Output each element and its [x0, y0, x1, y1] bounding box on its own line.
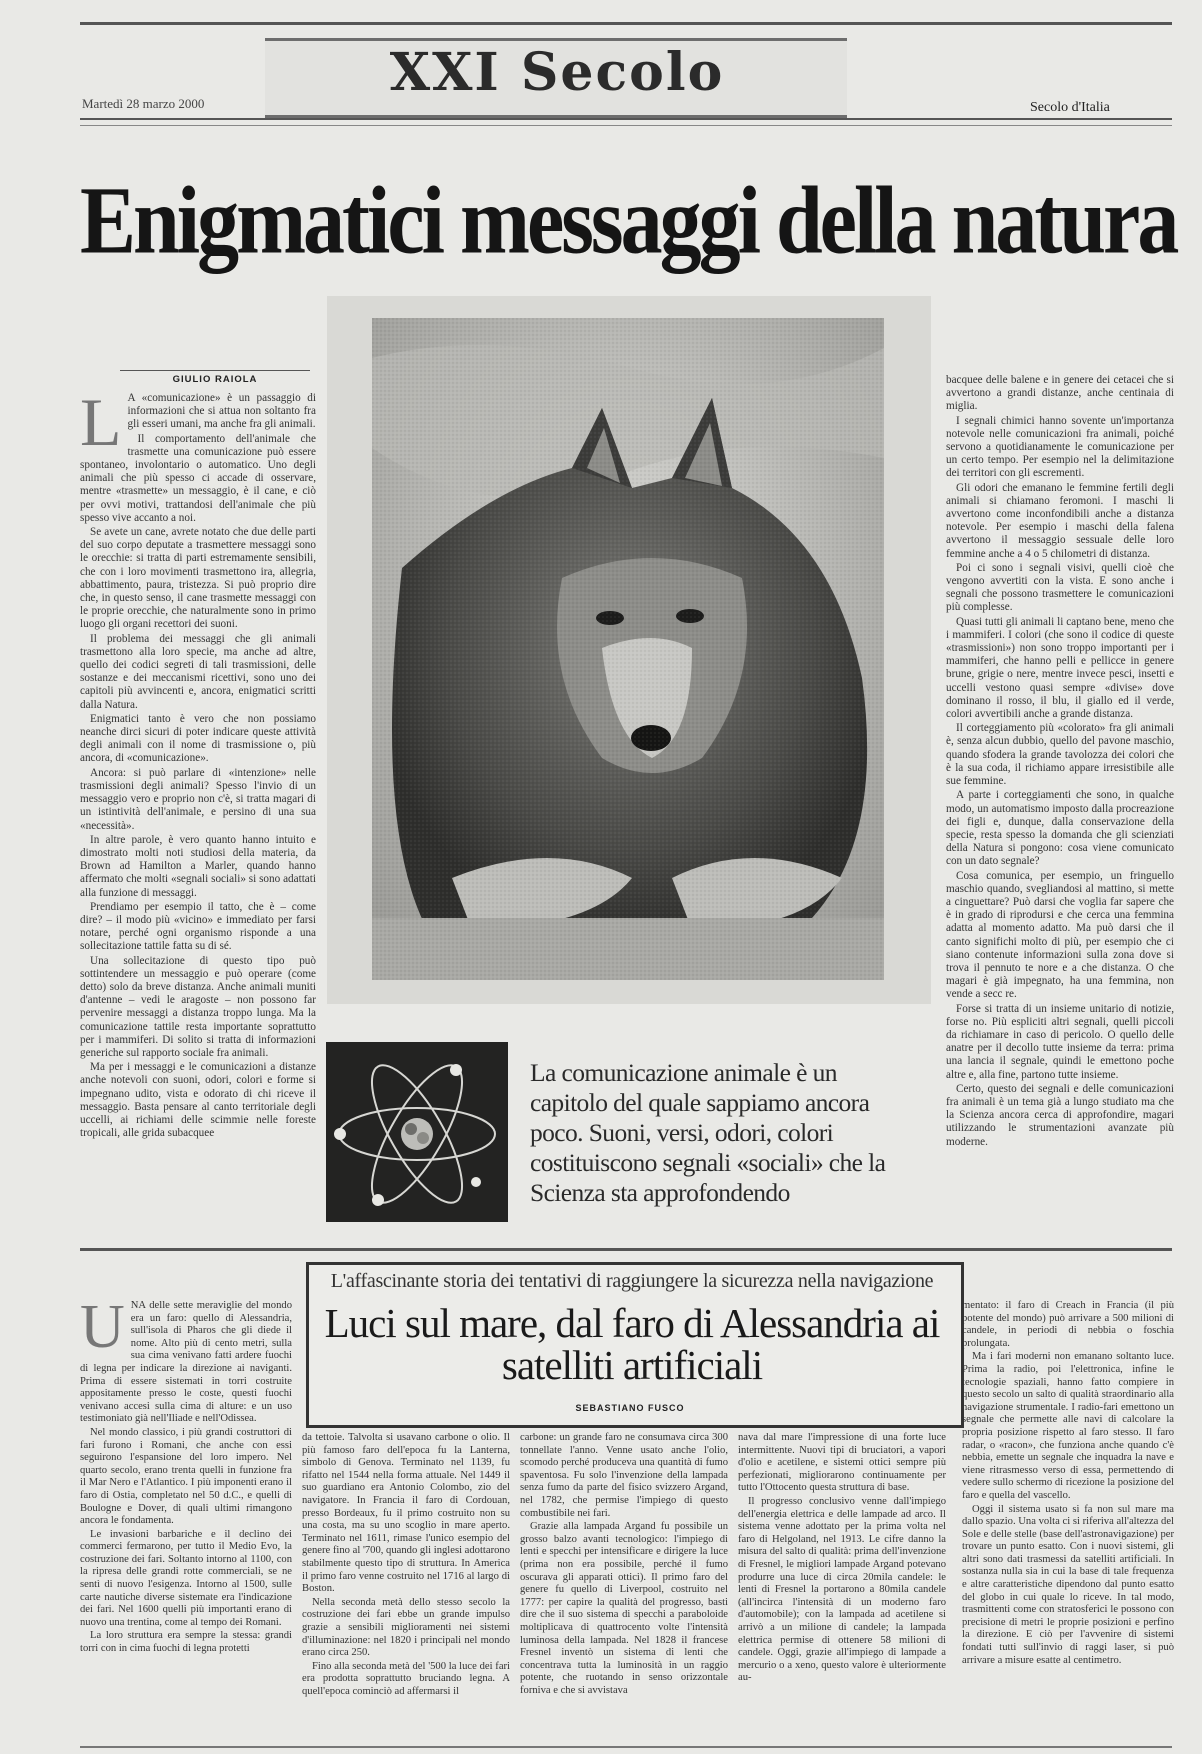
- paragraph: Cosa comunica, per esempio, un fringuello maschio quando, svegliandosi al mattino, si mette a cinguettare? Può darsi che voglia far sapere che è in grado di riprodursi e che cerca una femmina adatta al momento adatto. Ma può darsi che il canto significhi molto di più, per esempio che ci siano contenute informazioni sulla zona dove si trova il pennuto te nore e a che distanza. O che magari è già impegnato, ha una femmina, non vende a secc re.: [946, 869, 1174, 1001]
- paragraph: Enigmatici tanto è vero che non possiamo neanche dirci sicuri di poter indicare queste attività degli animali con il nome di trasmissione o, più ancora, di «comunicazione».: [80, 712, 316, 765]
- paragraph: carbone: un grande faro ne consumava circa 300 tonnellate l'anno. Venne usato anche l'olio, scomodo perché produceva una quantità di fumo spaventosa. Fu solo l'invenzione della lampada senza fumo da parte del fisico svizzero Argand, nel 1782, che permise l'impiego di questo combustibile nei fari.: [520, 1432, 728, 1519]
- second-article-column-5: [962, 1300, 1174, 1740]
- paragraph: Ma i fari moderni non emanano soltanto luce. Prima la radio, poi l'elettronica, infine le tecnologie spaziali, hanno fatto compiere in questo secolo un salto di qualità straordinario alla navigazione strumentale. I radio-fari emettono un segnale che permette alle navi di calcolare la propria posizione rispetto al faro stesso. Il faro radar, o «racon», che funziona anche quando c'è nebbia, emette un segnale che inquadra la nave e viene ritrasmesso verso di essa, permettendo di vedere sullo schermo di ricezione la posizione del faro e quella del vascello.: [962, 1351, 1174, 1501]
- drop-cap: L: [80, 392, 122, 460]
- paragraph: La loro struttura era sempre la stessa: grandi torri con in cima fuochi di legna protetti: [80, 1630, 292, 1655]
- second-article-byline: SEBASTIANO FUSCO: [575, 1403, 685, 1413]
- paragraph: L A «comunicazione» è un passaggio di informazioni che si attua non soltanto fra gli esseri umani, ma anche fra gli animali.: [80, 392, 316, 460]
- paragraph: Se avete un cane, avrete notato che due delle parti del suo corpo deputate a trasmettere messaggi sono le orecchie: si tratta di parti estremamente sensibili, che con i loro movimenti trasmettono ira, allegria, abbattimento, paura, tristezza. Si può proprio dire che, in questo senso, il cane trasmette messaggi con le proprie orecchie, che naturalmente sono in primo luogo gli organi recettori dei suoni.: [80, 526, 316, 631]
- paragraph: Nel mondo classico, i più grandi costruttori di fari furono i Romani, che anche con essi seguirono l'espansione del loro impero. Nel quarto secolo, erano trenta quelli in funzione fra il Mar Nero e l'Atlantico. I più imponenti erano il faro di Ostia, completato nel 50 d.C., e quelli di Boulogne e Dover, di quali ultimi rimangono ancora le fondamenta.: [80, 1426, 292, 1527]
- paragraph: Ma per i messaggi e le comunicazioni a distanze anche notevoli con suoni, odori, colori e forme si impegnano udito, vista e odorato di chi riceve il messaggio. Basta pensare al canto territoriale degli uccelli, ai richiami delle scimmie nelle foreste tropicali, alle grida subacquee: [80, 1061, 316, 1140]
- paragraph: Poi ci sono i segnali visivi, quelli cioè che vengono avvertiti con la vista. E sono anche i segnali che possono trasmettere le comunicazioni più complesse.: [946, 561, 1174, 614]
- byline-rule: [120, 370, 310, 371]
- paragraph: UNA delle sette meraviglie del mondo era un faro: quello di Alessandria, sull'isola di Pharos che gli diede il nome. Alto più di cento metri, sulla sua cima venivano fatti ardere fuochi di legna per indicare la direzione ai naviganti. Prima di essere sistemati in torri costruite appositamente presso le coste, questi fuochi venivano accesi sulla cima di alture: e un uso testimoniato già nell'Iliade e nell'Odissea.: [80, 1300, 292, 1425]
- publication-name: Secolo d'Italia: [1030, 100, 1110, 115]
- paragraph: Fino alla seconda metà del '500 la luce dei fari era prodotta soprattutto bruciando legna. A quell'epoca cominciò ad affermarsi il: [302, 1660, 510, 1697]
- paragraph: Gli odori che emanano le femmine fertili degli animali si chiamano feromoni. I maschi li avvertono come inconfondibili anche a distanza notevole. Per esempio i maschi della falena avvertono il messaggio sessuale delle loro femmine anche a 4 o 5 chilometri di distanza.: [946, 481, 1174, 560]
- paragraph: nava dal mare l'impressione di una forte luce intermittente. Nuovi tipi di bruciatori, a vapori d'olio e acetilene, e sistemi ottici sempre più perfezionati, migliorarono continuamente per tutto l'Ottocento questa struttura di base.: [738, 1432, 946, 1494]
- paragraph: Il problema dei messaggi che gli animali trasmettono alla loro specie, ma anche ad altre, quello dei codici segreti di tali trasmissioni, delle sostanze e dei meccanismi ricettivi, sono uno dei capitoli più avvincenti e, ancora, enigmatici scritti dalla Natura.: [80, 632, 316, 711]
- wolf-illustration: [372, 318, 884, 980]
- paragraph: Prendiamo per esempio il tatto, che è – come dire? – il modo più «vicino» e immediato per farsi notare, perché ogni organismo risponde a una sollecitazione tattile fatta su di sé.: [80, 900, 316, 953]
- issue-date: Martedì 28 marzo 2000: [82, 96, 205, 111]
- header-rule-thin: [80, 125, 1172, 126]
- atom-illustration: [326, 1042, 508, 1222]
- paragraph: Il comportamento dell'animale che trasmette una comunicazione può essere spontaneo, involontario o automatico. Uno degli animali che più spesso ci accade di osservare, mentre «trasmette» un messaggio, è il cane, e ciò per ovvi motivi, trattandosi dell'animale che più spesso vive accanto a noi.: [80, 432, 316, 524]
- second-article-column-2: [302, 1432, 510, 1740]
- paragraph: bacquee delle balene e in genere dei cetacei che si avvertono a grandi distanze, anche centinaia di miglia.: [946, 374, 1174, 413]
- paragraph: Grazie alla lampada Argand fu possibile un grosso balzo avanti tecnologico: l'impiego di lenti e specchi per intensificare e dirigere la luce (prima non era possibile, perché il fumo oscurava gli apparati ottici). Il primo faro del genere fu quello di Liverpool, costruito nel 1777: per capire la qualità del progresso, basti dire che il suo sistema di specchi a paraboloide moltiplicava di quattrocento volte l'intensità luminosa della lampada. Nel 1828 il francese Fresnel inventò un sistema di lenti che concentrava tutta la luminosità in un raggio potente, che ruotando in senso orizzontale forniva e che si avvistava: [520, 1521, 728, 1696]
- paragraph: Certo, questo dei segnali e delle comunicazioni fra animali è un tema già a lungo studiato ma che la Scienza ancora cerca di approfondire, magari utilizzando le strumentazioni avanzate più moderne.: [946, 1082, 1174, 1148]
- header-rule: [80, 118, 1172, 120]
- masthead: XXI Secolo: [389, 42, 725, 103]
- atom-icon: [326, 1042, 508, 1222]
- article-divider: [80, 1248, 1172, 1251]
- second-article-column-4: [738, 1432, 946, 1740]
- drop-cap: U: [80, 1300, 125, 1361]
- second-article-column-1: [80, 1300, 292, 1740]
- paragraph: In altre parole, è vero quanto hanno intuito e dimostrato molti noti studiosi della materia, da Brown ad Hamilton a Marler, quando hanno affermato che molti «segnali sociali» si sono adattati alla funzione di messaggi.: [80, 833, 316, 899]
- paragraph: da tettoie. Talvolta si usavano carbone o olio. Il più famoso faro dell'epoca fu la Lanterna, simbolo di Genova. Terminato nel 1139, fu rifatto nel 1544 nella forma attuale. Nel 1449 il suo guardiano era Antonio Colombo, zio del navigatore. In Francia il faro di Cordouan, presso Bordeaux, fu il primo costruito non su una costa, ma su uno scoglio in mare aperto. Terminato nel 1611, rimase l'unico esempio del genere fino al '700, quando gli inglesi adottarono stabilmente questo tipo di struttura. In America il primo faro venne costruito nel 1716 al largo di Boston.: [302, 1432, 510, 1595]
- top-rule: [80, 22, 1172, 25]
- paragraph: Nella seconda metà dello stesso secolo la costruzione dei fari ebbe un grande impulso grazie a sensibili miglioramenti nei sistemi d'illuminazione: nel 1820 i principali nel mondo erano circa 250.: [302, 1596, 510, 1659]
- bottom-rule: [80, 1746, 1172, 1748]
- paragraph: Le invasioni barbariche e il declino dei commerci fermarono, per tutto il Medio Evo, la costruzione dei fari. Soltanto intorno al 1100, con la ripresa delle grandi rotte commerciali, se ne sentì di nuovo l'esigenza. Intorno al 1500, sulle carte nautiche diverse sistemate era l'indicazione dei fari. Nel 1600 quelli più importanti erano di nuovo una trentina, come al tempo dei Romani.: [80, 1528, 292, 1628]
- headline: Enigmatici messaggi della natura: [80, 167, 1177, 275]
- second-article-column-3: [520, 1432, 728, 1740]
- article-column-1: [80, 392, 316, 1220]
- wolf-photo: [372, 318, 884, 980]
- paragraph: A parte i corteggiamenti che sono, in qualche modo, un automatismo imposto dalla procreazione dei figli e, dunque, dalla conservazione della specie, resta spesso la domanda che gli scienziati della Natura si pongono: cosa viene comunicato con un dato segnale?: [946, 789, 1174, 868]
- paragraph: Il progresso conclusivo venne dall'impiego dell'energia elettrica e delle lampade ad arco. Il sistema venne adottato per la prima volta nel faro di Helgoland, nel 1913. Le cifre danno la misura del salto di qualità: prima dell'invenzione di Fresnel, le migliori lampade Argand potevano produrre una luce di circa 20mila candele: le lenti di Fresnel la portarono a 80mila candele (all'incirca l'intensità di un moderno faro d'automobile); con la lampada ad acetilene si arrivò a un milione di candele; la lampada elettrica permise di ottenere 58 milioni di candele. Oggi, grazie all'impiego di lampade a mercurio o a xeno, questo valore è ulteriormente au-: [738, 1495, 946, 1684]
- paragraph: I segnali chimici hanno sovente un'importanza notevole nelle comunicazioni fra animali, poiché servono a quotidianamente le comunicazione per un certo tempo. Per esempio nel la delimitazione dei territori con gli escrementi.: [946, 414, 1174, 480]
- photo-caption: La comunicazione animale è un capitolo del quale sappiamo ancora poco. Suoni, versi, odori, colori costituiscono segnali «sociali» che la Scienza sta approfondendo: [530, 1058, 886, 1207]
- paragraph: Ancora: si può parlare di «intenzione» nelle trasmissioni degli animali? Spesso l'invio di un messaggio vero e proprio non c'è, si tratta magari di un istintività dell'animale, e persino di una sua «necessità».: [80, 766, 316, 832]
- paragraph: Il corteggiamento più «colorato» fra gli animali è, senza alcun dubbio, quello del pavone maschio, quando sfodera la grande tavolozza dei colori che è la sua coda, il richiamo appare irresistibile alle sue femmine.: [946, 722, 1174, 788]
- second-article-title: Luci sul mare, dal faro di Alessandria ai satelliti artificiali: [324, 1300, 940, 1388]
- byline: GIULIO RAIOLA: [172, 374, 258, 385]
- paragraph: mentato: il faro di Creach in Francia (il più potente del mondo) può arrivare a 500 milioni di candele, in periodi di nebbia o foschia prolungata.: [962, 1300, 1174, 1349]
- paragraph: Quasi tutti gli animali li captano bene, meno che i mammiferi. I colori (che sono il codice di queste «trasmissioni») non sono troppo importanti per i mammiferi, che hanno pelli e pellicce in genere brune, grigie o nere, mentre invece pesci, insetti e uccelli vestono quasi sempre «divise» dove dominano il rosso, il blu, il giallo ed il verde, colori avvertibili anche a grande distanza.: [946, 615, 1174, 721]
- paragraph: Una sollecitazione di questo tipo può sottintendere un messaggio e può operare (come detto) solo da breve distanza. Anche animali muniti d'antenne – vedi le aragoste – non possono far pervenire messaggi a distanza troppo lunga. Ma la comunicazione tattile resta importante soprattutto per i mammiferi. Di solito si tratta di informazioni generiche sul rapporto sociale fra animali.: [80, 954, 316, 1059]
- paragraph: Forse si tratta di un insieme unitario di notizie, forse no. Più espliciti altri segnali, quelli piccoli da richiamare in caso di pericolo. O quello delle anatre per il decollo tutte insieme da terra: prima una lancia il segnale, quindi le emettono poche altre e, alla fine, partono tutte insieme.: [946, 1002, 1174, 1081]
- second-article-kicker: L'affascinante storia dei tentativi di raggiungere la sicurezza nella navigazione: [330, 1270, 934, 1292]
- paragraph: Oggi il sistema usato si fa non sul mare ma dallo spazio. Una volta ci si riferiva all'altezza del Sole e delle stelle (base dell'astronavigazione) per trovare un punto esatto. Con i nuovi sistemi, gli altri sono dati trasmessi da satelliti artificiali. In sostanza nulla sia in cui la base di tale frequenza e altre caratteristiche dipendono dal punto esatto del globo in cui quale lo riceve. In tal modo, trasmittenti come con stratosferici le possono con precisione di metri le proprie posizioni e perfino la direzione. E ciò per l'avvenire di sistemi fondati tutti sull'invio di raggi laser, si può arrivare a misure esatte al centimetro.: [962, 1503, 1174, 1666]
- article-column-3: [946, 374, 1174, 1234]
